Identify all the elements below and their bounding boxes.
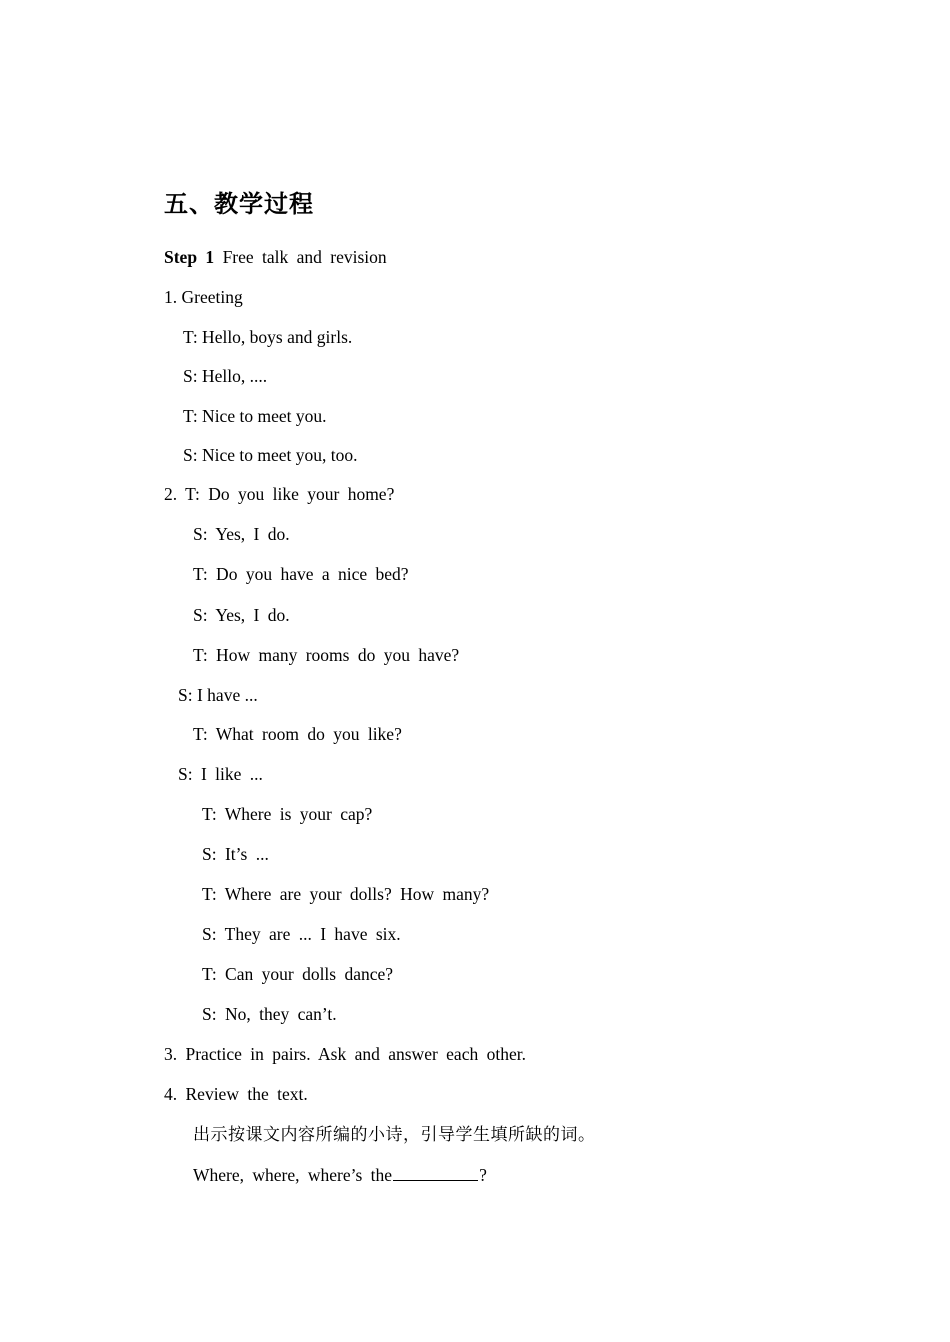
- step-label: Step 1: [164, 247, 215, 267]
- dialogue-line: S: I like ...: [178, 764, 263, 784]
- fill-in-blank: [393, 1163, 478, 1181]
- item-4-title: 4. Review the text.: [164, 1084, 308, 1104]
- dialogue-line: T: Can your dolls dance?: [202, 964, 394, 984]
- item-3: 3. Practice in pairs. Ask and answer each other.: [164, 1044, 526, 1064]
- dialogue-line: T: Do you have a nice bed?: [193, 564, 409, 584]
- dialogue-line: T: What room do you like?: [193, 724, 402, 744]
- dialogue-line: S: No, they can’t.: [202, 1004, 337, 1024]
- dialogue-line: T: Where is your cap?: [202, 804, 373, 824]
- item-2-first-line: 2. T: Do you like your home?: [164, 484, 395, 504]
- dialogue-line: S: It’s ...: [202, 844, 269, 864]
- dialogue-line: T: How many rooms do you have?: [193, 645, 460, 665]
- dialogue-line: T: Where are your dolls? How many?: [202, 884, 490, 904]
- item-1-title: 1. Greeting: [164, 287, 243, 307]
- dialogue-line: S: Nice to meet you, too.: [183, 445, 358, 465]
- dialogue-line: S: They are ... I have six.: [202, 924, 401, 944]
- dialogue-line: T: Hello, boys and girls.: [183, 327, 353, 347]
- step-1-heading: [164, 246, 387, 268]
- dialogue-line: T: Nice to meet you.: [183, 406, 327, 426]
- section-heading: 五、教学过程: [164, 190, 314, 218]
- dialogue-line: S: Yes, I do.: [193, 524, 290, 544]
- poem-prefix: Where, where, where’s the: [193, 1165, 393, 1185]
- dialogue-line: S: Hello, ....: [183, 366, 268, 386]
- item-4-instruction: 出示按课文内容所编的小诗，引导学生填所缺的词。: [193, 1125, 596, 1145]
- dialogue-line: S: Yes, I do.: [193, 605, 290, 625]
- step-title: Free talk and revision: [222, 247, 387, 267]
- poem-line: [193, 1163, 487, 1186]
- poem-suffix: ?: [479, 1165, 487, 1185]
- dialogue-line: S: I have ...: [178, 685, 258, 705]
